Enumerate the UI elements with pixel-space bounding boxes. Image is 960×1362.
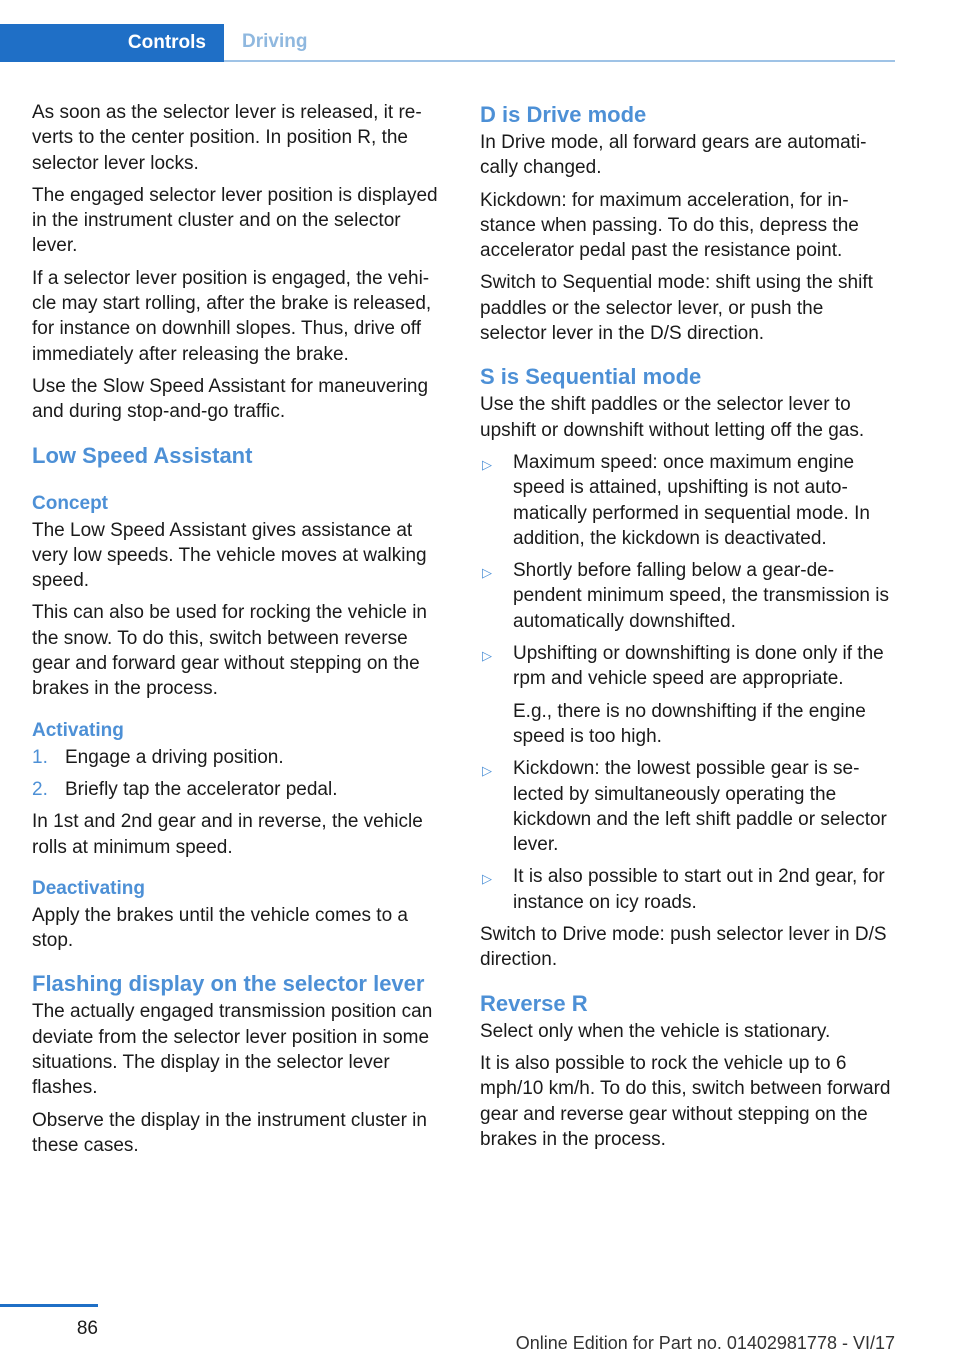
section-title-sequential-mode: S is Sequential mode	[480, 364, 702, 390]
paragraph: The Low Speed Assistant gives assistance at very low speeds. The vehicle moves at walking speed.	[32, 519, 427, 592]
bullet-text: It is also possible to start out in 2nd gear, for instance on icy roads.	[513, 866, 885, 913]
list-item	[32, 745, 447, 770]
paragraph: The actually engaged transmission position can deviate from the selector lever position in some situations. The display in the selector lever flashes.	[32, 1001, 433, 1099]
paragraph: As soon as the selector lever is released, it reverts to the center position. In position R, the selector lever locks.	[32, 102, 422, 174]
sequential-mode-bullets	[480, 450, 895, 915]
triangle-bullet-icon: ▷	[482, 763, 492, 779]
step-number: 1.	[32, 746, 48, 768]
subsection-title-activating: Activating	[32, 719, 124, 741]
section-title-drive-mode: D is Drive mode	[480, 102, 647, 127]
paragraph: Switch to Sequential mode: shift using the shift paddles or the selector lever, or push the selector lever in the D/S direction.	[480, 272, 873, 345]
paragraph: Select only when the vehicle is stationary.	[480, 1020, 831, 1042]
triangle-bullet-icon: ▷	[482, 648, 492, 664]
tab-controls[interactable]: Controls	[0, 24, 224, 62]
bullet-text: Kickdown: the lowest possible gear is selected by simultaneously operating the kickdown and the left shift paddle or selector lever.	[513, 758, 887, 856]
paragraph: It is also possible to rock the vehicle up to 6 mph/10 km/h. To do this, switch between forward gear and reverse gear without stepping on the brakes in the process.	[480, 1052, 891, 1150]
step-text: Engage a driving position.	[65, 746, 284, 768]
subsection-title-deactivating: Deactivating	[32, 877, 145, 899]
paragraph: Kickdown: for maximum acceleration, for instance when passing. To do this, depress the accelerator pedal past the resistance point.	[480, 189, 859, 262]
paragraph: The engaged selector lever position is displayed in the instrument cluster and on the selector lever.	[32, 184, 438, 257]
page-number: 86	[76, 1318, 98, 1339]
list-item	[480, 756, 895, 857]
bullet-extra-text: E.g., there is no downshifting if the engine speed is too high.	[513, 700, 866, 747]
bullet-text: Upshifting or downshifting is done only if the rpm and vehicle speed are appropriate.	[513, 643, 884, 690]
triangle-bullet-icon: ▷	[482, 456, 492, 472]
section-title-low-speed-assistant: Low Speed Assistant	[32, 442, 253, 468]
paragraph: In 1st and 2nd gear and in reverse, the vehicle rolls at minimum speed.	[32, 811, 423, 858]
step-text: Briefly tap the accelerator pedal.	[65, 778, 338, 800]
paragraph: In Drive mode, all forward gears are automatically changed.	[480, 132, 867, 179]
section-title-flashing-display: Flashing display on the selector lever	[32, 971, 425, 997]
paragraph: Use the shift paddles or the selector lever to upshift or downshift without letting off the gas.	[480, 394, 865, 441]
paragraph: Apply the brakes until the vehicle comes to a stop.	[32, 904, 408, 952]
paragraph: Use the Slow Speed Assistant for maneuvering and during stop-and-go traffic.	[32, 375, 429, 423]
list-item	[480, 450, 895, 551]
right-column	[480, 100, 895, 1159]
paragraph: Observe the display in the instrument cluster in these cases.	[32, 1109, 427, 1156]
footer-rule	[0, 1304, 98, 1307]
list-item	[32, 777, 447, 802]
list-item	[480, 641, 895, 749]
triangle-bullet-icon: ▷	[482, 565, 492, 581]
list-item	[480, 864, 895, 915]
page-header	[0, 24, 895, 62]
tab-driving[interactable]: Driving	[224, 24, 895, 62]
triangle-bullet-icon: ▷	[482, 871, 492, 887]
list-item	[480, 558, 895, 634]
subsection-title-concept: Concept	[32, 492, 108, 514]
section-title-reverse: Reverse R	[480, 990, 588, 1016]
paragraph: This can also be used for rocking the vehicle in the snow. To do this, switch between reverse gear and forward gear without stepping on the brakes in the process.	[32, 602, 427, 700]
paragraph: If a selector lever position is engaged, the vehicle may start rolling, after the brake is released, for instance on downhill slopes. Thus, drive off immediately after releasing the brake.	[32, 267, 432, 365]
bullet-text: Shortly before falling below a gear-dependent minimum speed, the transmission is automatically downshifted.	[513, 560, 889, 632]
paragraph: Switch to Drive mode: push selector lever in D/S direction.	[480, 924, 887, 971]
activating-steps	[32, 745, 447, 803]
bullet-text: Maximum speed: once maximum engine speed is attained, upshifting is not automatically performed in sequential mode. In addition, the kickdown is deactivated.	[513, 451, 870, 549]
left-column	[32, 100, 447, 1165]
edition-note: Online Edition for Part no. 01402981778 - VI/17	[515, 1333, 895, 1353]
step-number: 2.	[32, 778, 48, 800]
